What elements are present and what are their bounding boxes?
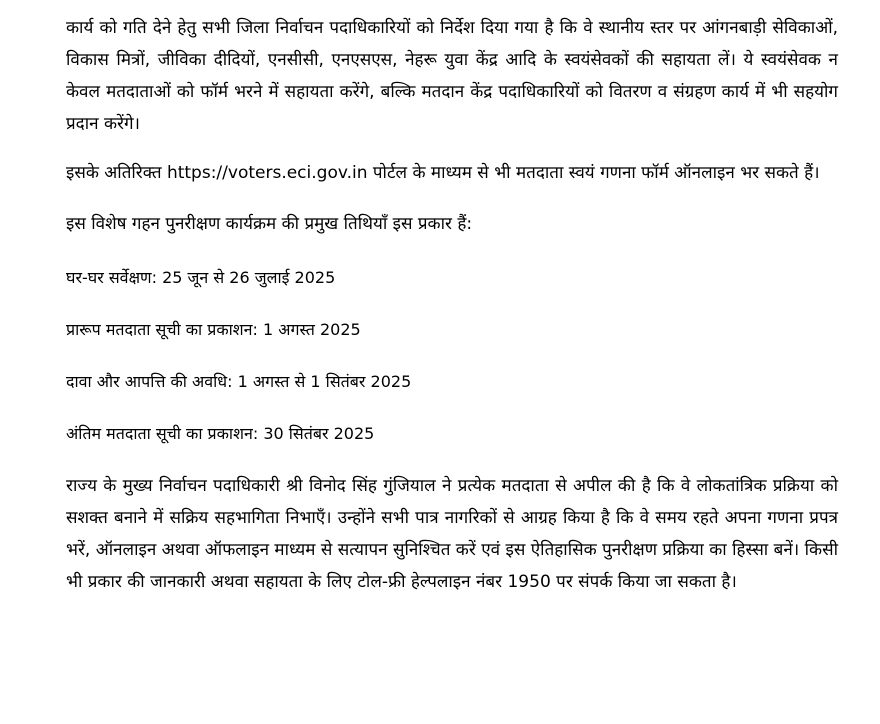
paragraph-key-dates-intro: इस विशेष गहन पुनरीक्षण कार्यक्रम की प्रमुख तिथियाँ इस प्रकार हैं: [66,214,473,234]
voters-portal-url: https://voters.eci.gov.in [166,163,368,183]
date-item-draft-roll-publication: प्रारूप मतदाता सूची का प्रकाशन: 1 अगस्त 2025 [66,320,361,339]
paragraph-online-portal-prefix: इसके अतिरिक्त [66,163,167,183]
paragraph-online-portal [66,157,838,189]
document-page [66,12,838,598]
paragraph-online-portal-suffix: पोर्टल के माध्यम से भी मतदाता स्वयं गणना फॉर्म ऑनलाइन भर सकते हैं। [367,163,820,183]
date-item-claims-objections-period: दावा और आपत्ति की अवधि: 1 अगस्त से 1 सितंबर 2025 [66,372,412,391]
paragraph-volunteers: कार्य को गति देने हेतु सभी जिला निर्वाचन पदाधिकारियों को निर्देश दिया गया है कि वे स्थानीय स्तर पर आंगनबाड़ी सेविकाओं, विकास मित्रों, जीविका दीदियों, एनसीसी, एनएसएस, नेहरू युवा केंद्र आदि के स्वयंसेवकों की सहायता लें। ये स्वयंसेवक न केवल मतदाताओं को फॉर्म भरने में सहायता करेंगे, बल्कि मतदान केंद्र पदाधिकारियों को वितरण व संग्रहण कार्य में भी सहयोग प्रदान करेंगे। [66,18,838,134]
paragraph-ceo-appeal: राज्य के मुख्य निर्वाचन पदाधिकारी श्री विनोद सिंह गुंजियाल ने प्रत्येक मतदाता से अपील की है कि वे लोकतांत्रिक प्रक्रिया को सशक्त बनाने में सक्रिय सहभागिता निभाएँ। उन्होंने सभी पात्र नागरिकों से आग्रह किया है कि वे समय रहते अपना गणना प्रपत्र भरें, ऑनलाइन अथवा ऑफलाइन माध्यम से सत्यापन सुनिश्चित करें एवं इस ऐतिहासिक पुनरीक्षण प्रक्रिया का हिस्सा बनें। किसी भी प्रकार की जानकारी अथवा सहायता के लिए टोल-फ्री हेल्पलाइन नंबर 1950 पर संपर्क किया जा सकता है। [66,476,838,592]
date-item-door-to-door-survey: घर-घर सर्वेक्षण: 25 जून से 26 जुलाई 2025 [66,268,336,287]
date-item-final-roll-publication: अंतिम मतदाता सूची का प्रकाशन: 30 सितंबर 2025 [66,424,375,443]
